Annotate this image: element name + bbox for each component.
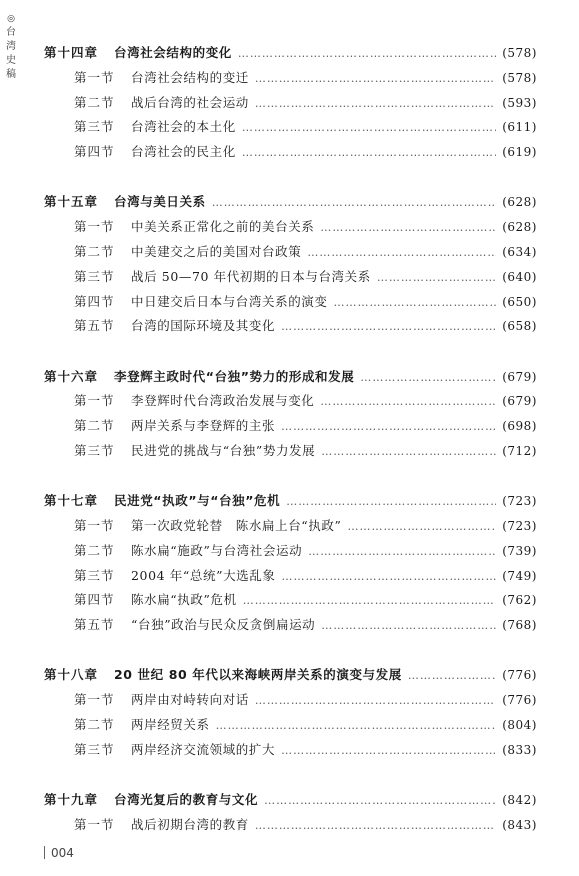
- section-title: 中美关系正常化之前的美台关系: [131, 219, 315, 235]
- page-number: (628): [502, 195, 537, 210]
- chapter-label: 第十七章: [44, 493, 99, 509]
- section-label: 第四节: [74, 293, 115, 309]
- page-number: (578): [502, 70, 537, 85]
- dot-leader: [255, 92, 496, 117]
- dot-leader: [408, 664, 496, 689]
- dot-leader: [281, 415, 496, 440]
- section-title: 2004 年“总统”大选乱象: [131, 567, 276, 583]
- chapter-label: 第十四章: [44, 45, 99, 60]
- chapter-title: 李登辉主政时代“台独”势力的形成和发展: [114, 368, 355, 384]
- chapter-title: 20 世纪 80 年代以来海峡两岸关系的演变与发展: [114, 667, 402, 683]
- dot-leader: [281, 739, 496, 764]
- running-header-char: 稿: [6, 69, 16, 80]
- chapter-label: 第十五章: [44, 194, 99, 210]
- section-title: 台湾的国际环境及其变化: [131, 318, 276, 334]
- toc-section-entry[interactable]: [44, 514, 537, 539]
- section-label: 第一节: [74, 219, 115, 235]
- folio-number: 004: [51, 846, 74, 860]
- chapter-spacer: [44, 762, 537, 787]
- dot-leader: [320, 216, 496, 241]
- circle-mark-icon: ◎: [7, 14, 15, 24]
- section-title: 两岸经济交流领域的扩大: [131, 741, 276, 757]
- page-number: (739): [502, 543, 537, 558]
- page-number: (833): [502, 742, 537, 757]
- page-number: (723): [502, 494, 537, 509]
- page-number: (640): [502, 269, 537, 284]
- page-number: (611): [502, 120, 537, 135]
- page-number: (749): [502, 568, 537, 583]
- toc-section-entry[interactable]: [44, 290, 537, 315]
- section-title: 中美建交之后的美国对台政策: [131, 243, 302, 259]
- toc-section-entry[interactable]: [44, 813, 537, 838]
- section-title: 两岸关系与李登辉的主张: [131, 418, 276, 434]
- page-number: (634): [502, 244, 537, 259]
- section-title: “台独”政治与民众反贪倒扁运动: [131, 617, 316, 633]
- page-number: (679): [502, 369, 537, 384]
- section-label: 第四节: [74, 144, 115, 160]
- toc-section-entry[interactable]: [44, 588, 537, 613]
- dot-leader: [320, 390, 496, 415]
- page-number: (619): [502, 145, 537, 160]
- chapter-title: 台湾光复后的教育与文化: [114, 791, 259, 807]
- dot-leader: [242, 116, 496, 141]
- toc-chapter-entry[interactable]: [44, 190, 537, 215]
- page-number: (762): [502, 593, 537, 608]
- dot-leader: [347, 515, 496, 540]
- toc-section-entry[interactable]: [44, 115, 537, 140]
- section-title: 第一次政党轮替 陈水扁上台“执政”: [131, 517, 342, 533]
- dot-leader: [255, 814, 496, 839]
- section-title: 民进党的挑战与“台独”势力发展: [131, 442, 316, 458]
- section-label: 第二节: [74, 243, 115, 259]
- toc-section-entry[interactable]: [44, 389, 537, 414]
- chapter-title: 台湾社会结构的变化: [114, 45, 232, 60]
- section-label: 第一节: [74, 517, 115, 533]
- chapter-spacer: [44, 165, 537, 190]
- section-label: 第三节: [74, 741, 115, 757]
- section-label: 第三节: [74, 567, 115, 583]
- running-header-char: 台: [6, 27, 16, 38]
- section-label: 第三节: [74, 268, 115, 284]
- section-label: 第一节: [74, 692, 115, 708]
- running-header: [3, 12, 19, 82]
- toc-section-entry[interactable]: [44, 564, 537, 589]
- page-number: (776): [502, 668, 537, 683]
- section-title: 战后台湾的社会运动: [131, 94, 249, 110]
- running-header-char: 湾: [6, 41, 16, 52]
- toc-section-entry[interactable]: [44, 66, 537, 91]
- section-label: 第二节: [74, 94, 115, 110]
- section-title: 李登辉时代台湾政治发展与变化: [131, 393, 315, 409]
- page-number: (593): [502, 95, 537, 110]
- page-number: (768): [502, 618, 537, 633]
- toc-section-entry[interactable]: [44, 91, 537, 116]
- toc-section-entry[interactable]: [44, 240, 537, 265]
- dot-leader: [321, 440, 496, 465]
- page-footer: [44, 846, 74, 860]
- section-title: 战后 50—70 年代初期的日本与台湾关系: [131, 268, 371, 284]
- toc-chapter-entry[interactable]: [44, 41, 537, 66]
- page-number: (650): [502, 294, 537, 309]
- chapter-spacer: [44, 464, 537, 489]
- toc-section-entry[interactable]: [44, 439, 537, 464]
- section-label: 第五节: [74, 617, 115, 633]
- page-number: (698): [502, 419, 537, 434]
- dot-leader: [281, 565, 496, 590]
- toc-section-entry[interactable]: [44, 265, 537, 290]
- toc-section-entry[interactable]: [44, 713, 537, 738]
- chapter-label: 第十六章: [44, 368, 99, 384]
- page-number: (804): [502, 717, 537, 732]
- section-title: 台湾社会结构的变迁: [131, 69, 249, 85]
- page-number: (842): [502, 792, 537, 807]
- toc-section-entry[interactable]: [44, 613, 537, 638]
- section-title: 陈水扁“施政”与台湾社会运动: [131, 542, 303, 558]
- dot-leader: [255, 67, 496, 92]
- section-label: 第二节: [74, 716, 115, 732]
- dot-leader: [212, 191, 497, 216]
- page-number: (712): [502, 443, 537, 458]
- chapter-label: 第十九章: [44, 791, 99, 807]
- table-of-contents: [44, 41, 537, 837]
- dot-leader: [377, 266, 496, 291]
- section-label: 第五节: [74, 318, 115, 334]
- page-number: (628): [502, 220, 537, 235]
- dot-leader: [216, 714, 497, 739]
- page-number: (679): [502, 394, 537, 409]
- chapter-label: 第十八章: [44, 667, 99, 683]
- toc-chapter-entry[interactable]: [44, 788, 537, 813]
- section-label: 第一节: [74, 816, 115, 832]
- dot-leader: [321, 614, 496, 639]
- section-label: 第一节: [74, 69, 115, 85]
- section-title: 台湾社会的本土化: [131, 119, 236, 135]
- dot-leader: [307, 241, 496, 266]
- section-label: 第二节: [74, 418, 115, 434]
- dot-leader: [255, 689, 496, 714]
- section-title: 两岸经贸关系: [131, 716, 210, 732]
- chapter-spacer: [44, 339, 537, 364]
- dot-leader: [264, 789, 496, 814]
- toc-section-entry[interactable]: [44, 539, 537, 564]
- toc-section-entry[interactable]: [44, 140, 537, 165]
- toc-chapter-entry[interactable]: [44, 663, 537, 688]
- section-title: 台湾社会的民主化: [131, 144, 236, 160]
- page-number: (723): [502, 518, 537, 533]
- dot-leader: [308, 540, 496, 565]
- section-label: 第一节: [74, 393, 115, 409]
- toc-section-entry[interactable]: [44, 414, 537, 439]
- page-number: (776): [502, 693, 537, 708]
- section-title: 战后初期台湾的教育: [131, 816, 249, 832]
- chapter-title: 台湾与美日关系: [114, 194, 206, 210]
- section-label: 第四节: [74, 592, 115, 608]
- toc-section-entry[interactable]: [44, 314, 537, 339]
- section-label: 第三节: [74, 119, 115, 135]
- dot-leader: [238, 42, 496, 67]
- toc-chapter-entry[interactable]: [44, 365, 537, 390]
- toc-section-entry[interactable]: [44, 215, 537, 240]
- section-label: 第二节: [74, 542, 115, 558]
- section-label: 第三节: [74, 442, 115, 458]
- page-number: (578): [502, 46, 537, 60]
- dot-leader: [334, 291, 497, 316]
- dot-leader: [242, 141, 496, 166]
- footer-rule: [44, 846, 45, 859]
- toc-chapter-entry[interactable]: [44, 489, 537, 514]
- dot-leader: [243, 589, 497, 614]
- toc-section-entry[interactable]: [44, 688, 537, 713]
- page-number: (843): [502, 817, 537, 832]
- toc-section-entry[interactable]: [44, 738, 537, 763]
- dot-leader: [360, 366, 496, 391]
- section-title: 两岸由对峙转向对话: [131, 692, 249, 708]
- dot-leader: [286, 490, 496, 515]
- section-title: 中日建交后日本与台湾关系的演变: [131, 293, 328, 309]
- dot-leader: [281, 315, 496, 340]
- running-header-char: 史: [6, 55, 16, 66]
- chapter-spacer: [44, 638, 537, 663]
- page-number: (658): [502, 319, 537, 334]
- chapter-title: 民进党“执政”与“台独”危机: [114, 493, 281, 509]
- section-title: 陈水扁“执政”危机: [131, 592, 237, 608]
